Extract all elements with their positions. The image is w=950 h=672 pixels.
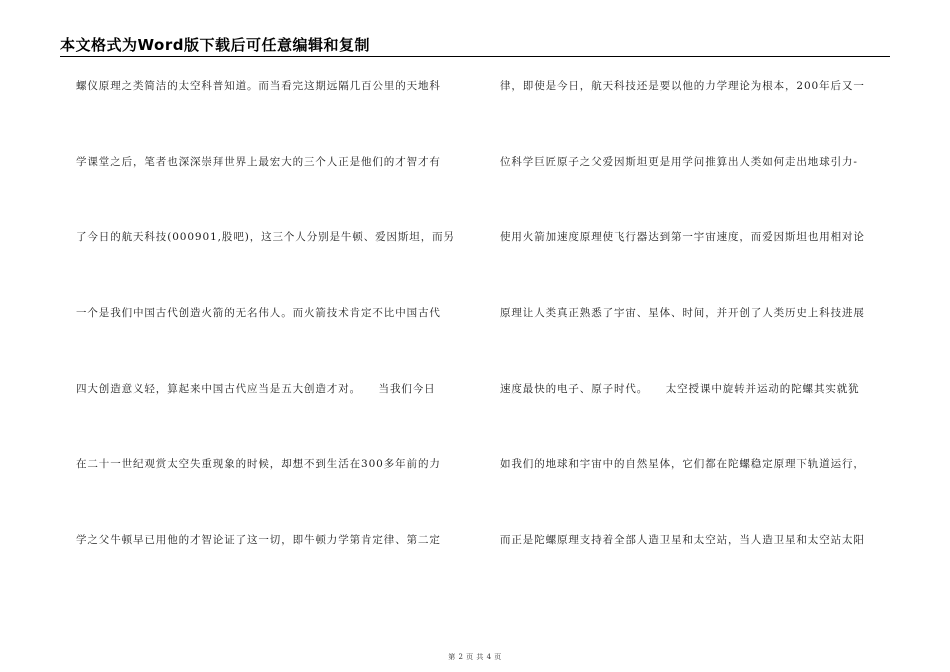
text-line: 学之父牛顿早已用他的才智论证了这一切，即牛顿力学第肯定律、第二定 — [76, 534, 441, 547]
text-line: 四大创造意义轻，算起来中国古代应当是五大创造才对。 当我们今日 — [76, 382, 436, 395]
text-line: 在二十一世纪观赏太空失重现象的时候，却想不到生活在300多年前的力 — [76, 458, 441, 471]
document-header-title: 本文格式为Word版下载后可任意编辑和复制 — [60, 36, 370, 54]
header-divider — [60, 56, 890, 57]
left-text-column — [76, 79, 468, 609]
text-line: 一个是我们中国古代创造火箭的无名伟人。而火箭技术肯定不比中国古代 — [76, 307, 441, 320]
text-line: 而正是陀螺原理支持着全部人造卫星和太空站，当人造卫星和太空站太阳 — [500, 534, 865, 547]
text-line: 了今日的航天科技(000901,股吧)，这三个人分别是牛顿、爱因斯坦，而另 — [76, 231, 455, 244]
text-line: 位科学巨匠原子之父爱因斯坦更是用学问推算出人类如何走出地球引力- — [500, 155, 858, 168]
right-text-column — [500, 79, 890, 609]
text-line: 原理让人类真正熟悉了宇宙、星体、时间，并开创了人类历史上科技进展 — [500, 307, 865, 320]
page-number-footer: 第 2 页 共 4 页 — [448, 653, 502, 661]
text-line: 律，即使是今日，航天科技还是要以他的力学理论为根本，200年后又一 — [500, 80, 865, 92]
text-line: 学课堂之后，笔者也深深崇拜世界上最宏大的三个人正是他们的才智才有 — [76, 155, 441, 168]
text-line: 螺仪原理之类简洁的太空科普知道。而当看完这期远隔几百公里的天地科 — [76, 80, 441, 92]
text-line: 如我们的地球和宇宙中的自然星体，它们都在陀螺稳定原理下轨道运行， — [500, 458, 865, 471]
text-line: 速度最快的电子、原子时代。 太空授课中旋转并运动的陀螺其实就犹 — [500, 382, 860, 395]
text-line: 使用火箭加速度原理使飞行器达到第一宇宙速度，而爱因斯坦也用相对论 — [500, 231, 865, 244]
